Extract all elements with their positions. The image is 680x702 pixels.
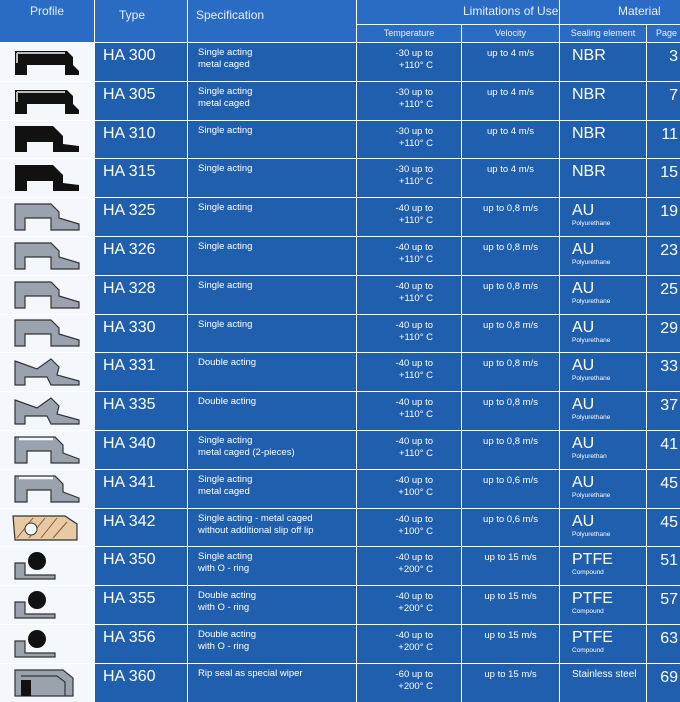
material-label: AU (572, 473, 595, 491)
velocity-label: up to 15 m/s (484, 552, 537, 564)
temperature-cell (357, 315, 461, 353)
type-label: HA 325 (103, 202, 156, 220)
type-label: HA 356 (103, 628, 156, 646)
temperature-cell (357, 547, 461, 585)
spec-line-1: Single acting (198, 240, 253, 252)
specification-cell (188, 315, 356, 353)
gray-double-seal-icon (7, 394, 87, 428)
header-profile-label: Profile (30, 4, 65, 18)
page-number: 29 (660, 319, 678, 337)
material-sub-label: Polyurethane (572, 220, 611, 228)
profile-cell (0, 509, 94, 547)
velocity-cell (462, 315, 559, 353)
page-cell (647, 625, 680, 663)
material-cell (560, 276, 646, 314)
type-cell (95, 547, 187, 585)
velocity-cell (462, 353, 559, 391)
material-label: AU (572, 202, 595, 220)
type-cell (95, 470, 187, 508)
velocity-label: up to 0,8 m/s (483, 241, 538, 253)
header-specification-label: Specification (196, 8, 265, 22)
temperature-cell (357, 664, 461, 702)
velocity-cell (462, 431, 559, 469)
velocity-label: up to 4 m/s (487, 86, 534, 98)
profile-cell (0, 470, 94, 508)
type-cell (95, 315, 187, 353)
temp-max: +100° C (398, 525, 433, 537)
velocity-cell (462, 625, 559, 663)
page-cell (647, 315, 680, 353)
page-cell (647, 664, 680, 702)
spec-line-1: Double acting (198, 628, 257, 640)
temp-max: +200° C (398, 641, 433, 653)
temp-max: +110° C (399, 98, 433, 110)
page-number: 11 (661, 125, 678, 143)
page-number: 7 (669, 86, 678, 104)
velocity-label: up to 15 m/s (484, 629, 537, 641)
black-seal-metal-icon (7, 84, 87, 118)
material-sub-label: Polyurethan (572, 452, 607, 460)
page-cell (647, 547, 680, 585)
header-material-label: Material (618, 4, 661, 18)
header-page (647, 25, 680, 42)
page-number: 33 (660, 358, 678, 376)
temp-max: +110° C (399, 409, 433, 421)
material-cell (560, 431, 646, 469)
gray-seal-metal-icon (7, 433, 87, 467)
specification-cell (188, 470, 356, 508)
type-cell (95, 586, 187, 624)
type-label: HA 326 (103, 240, 156, 258)
header-profile (0, 0, 94, 42)
velocity-cell (462, 392, 559, 430)
type-cell (95, 82, 187, 120)
spec-line-1: Single acting (198, 279, 253, 291)
temperature-cell (357, 159, 461, 197)
temperature-cell (357, 43, 461, 81)
oring-seal-icon (7, 588, 87, 622)
temperature-cell (357, 121, 461, 159)
temp-max: +110° C (399, 331, 433, 343)
velocity-label: up to 0,8 m/s (483, 203, 538, 215)
header-velocity-label: Velocity (494, 28, 527, 38)
temp-min: -60 up to (395, 668, 433, 680)
temp-min: -40 up to (395, 552, 433, 564)
temperature-cell (357, 392, 461, 430)
header-temperature-label: Temperature (383, 28, 435, 38)
material-label: AU (572, 434, 595, 452)
type-label: HA 342 (103, 512, 156, 530)
material-label: NBR (572, 47, 606, 64)
type-cell (95, 664, 187, 702)
temp-max: +200° C (398, 680, 433, 692)
specification-cell (188, 121, 356, 159)
oring-seal-icon (7, 549, 87, 583)
type-label: HA 355 (103, 590, 156, 608)
material-sub-label: Polyurethane (572, 336, 611, 344)
velocity-cell (462, 470, 559, 508)
specification-cell (188, 625, 356, 663)
header-page-label: Page (655, 28, 678, 38)
temp-min: -40 up to (395, 435, 433, 447)
type-cell (95, 431, 187, 469)
spec-line-1: Single acting (198, 85, 253, 97)
specification-cell (188, 276, 356, 314)
profile-cell (0, 315, 94, 353)
temp-max: +110° C (399, 447, 433, 459)
specification-cell (188, 509, 356, 547)
temperature-cell (357, 237, 461, 275)
type-label: HA 328 (103, 279, 156, 297)
temp-min: -40 up to (395, 319, 433, 331)
temp-max: +200° C (398, 603, 433, 615)
spec-line-2: metal caged (198, 485, 250, 497)
type-label: HA 335 (103, 396, 156, 414)
material-sub-label: Compound (572, 608, 604, 616)
page-number: 25 (660, 280, 678, 298)
material-sub-label: Polyurethane (572, 491, 611, 499)
velocity-cell (462, 82, 559, 120)
spec-line-1: Single acting (198, 163, 253, 175)
spec-line-1: Single acting (198, 318, 253, 330)
temp-max: +110° C (399, 370, 433, 382)
temperature-cell (357, 353, 461, 391)
page-cell (647, 82, 680, 120)
specification-cell (188, 664, 356, 702)
profile-cell (0, 82, 94, 120)
profile-cell (0, 121, 94, 159)
velocity-label: up to 4 m/s (487, 125, 534, 137)
profile-cell (0, 586, 94, 624)
header-limitations-label: Limitations of Use (463, 4, 559, 18)
temp-max: +110° C (399, 292, 433, 304)
spec-line-1: Single acting (198, 124, 253, 136)
header-limitations (357, 0, 559, 24)
material-cell (560, 198, 646, 236)
header-type-label: Type (119, 8, 146, 22)
temperature-cell (357, 586, 461, 624)
temperature-cell (357, 431, 461, 469)
specification-cell (188, 198, 356, 236)
profile-cell (0, 198, 94, 236)
type-cell (95, 237, 187, 275)
material-cell (560, 315, 646, 353)
spec-line-2: metal caged (198, 97, 250, 109)
velocity-cell (462, 198, 559, 236)
material-label: PTFE (572, 551, 613, 569)
velocity-cell (462, 509, 559, 547)
material-cell (560, 353, 646, 391)
type-label: HA 341 (103, 473, 156, 491)
page-cell (647, 159, 680, 197)
velocity-cell (462, 586, 559, 624)
material-sub-label: Polyurethane (572, 297, 611, 305)
spec-line-2: metal caged (198, 59, 250, 70)
spec-line-1: Double acting (198, 590, 257, 602)
page-cell (647, 276, 680, 314)
material-sub-label: Polyurethane (572, 258, 611, 266)
type-cell (95, 159, 187, 197)
type-cell (95, 43, 187, 81)
temp-min: -40 up to (395, 513, 433, 525)
velocity-cell (462, 159, 559, 197)
header-type (95, 0, 187, 42)
profile-cell (0, 276, 94, 314)
type-label: HA 300 (103, 47, 156, 64)
page-cell (647, 353, 680, 391)
material-sub-label: Compound (572, 646, 604, 654)
oring-seal-icon (7, 627, 87, 661)
spec-line-1: Single acting (198, 47, 253, 58)
type-label: HA 350 (103, 551, 156, 569)
material-cell (560, 470, 646, 508)
spec-line-2: with O - ring (198, 602, 250, 614)
profile-cell (0, 159, 94, 197)
type-label: HA 330 (103, 318, 156, 336)
temp-min: -40 up to (395, 397, 433, 409)
header-temperature (357, 25, 461, 42)
page-cell (647, 509, 680, 547)
velocity-label: up to 4 m/s (487, 48, 534, 59)
type-label: HA 340 (103, 434, 156, 452)
material-label: AU (572, 240, 595, 258)
material-label: NBR (572, 85, 606, 103)
material-label: AU (572, 512, 595, 530)
velocity-label: up to 0,8 m/s (483, 319, 538, 331)
material-label: AU (572, 318, 595, 336)
gray-double-seal-icon (7, 355, 87, 389)
specification-cell (188, 82, 356, 120)
velocity-label: up to 0,6 m/s (483, 474, 538, 486)
gray-seal-icon (7, 200, 87, 234)
temp-max: +110° C (399, 137, 433, 149)
material-cell (560, 625, 646, 663)
type-label: HA 331 (103, 357, 156, 375)
temp-min: -30 up to (395, 125, 433, 137)
page-cell (647, 392, 680, 430)
page-number: 69 (660, 668, 678, 686)
page-cell (647, 43, 680, 81)
header-sealing-element-label: Sealing element (570, 28, 636, 38)
temp-min: -40 up to (395, 358, 433, 370)
gray-seal-icon (7, 239, 87, 273)
header-specification (188, 0, 356, 42)
temp-min: -30 up to (395, 48, 433, 59)
material-cell (560, 586, 646, 624)
material-cell (560, 664, 646, 702)
type-cell (95, 509, 187, 547)
velocity-label: up to 0,8 m/s (483, 280, 538, 292)
velocity-label: up to 0,6 m/s (483, 513, 538, 525)
temp-min: -40 up to (395, 474, 433, 486)
page-number: 41 (660, 435, 678, 453)
spec-line-2: without additional slip off lip (198, 524, 314, 536)
velocity-cell (462, 121, 559, 159)
velocity-label: up to 15 m/s (484, 591, 537, 603)
type-label: HA 360 (103, 667, 156, 685)
page-number: 45 (660, 513, 678, 531)
page-number: 63 (660, 629, 678, 647)
temperature-cell (357, 198, 461, 236)
temp-min: -40 up to (395, 203, 433, 215)
header-velocity (462, 25, 559, 42)
profile-cell (0, 625, 94, 663)
material-label: Stainless steel (572, 668, 637, 680)
specification-cell (188, 586, 356, 624)
type-cell (95, 353, 187, 391)
spec-line-1: Single acting (198, 434, 253, 446)
temperature-cell (357, 509, 461, 547)
page-number: 37 (660, 397, 678, 415)
specification-cell (188, 159, 356, 197)
spec-line-1: Double acting (198, 396, 257, 408)
page-number: 51 (660, 552, 678, 570)
velocity-cell (462, 237, 559, 275)
temperature-cell (357, 470, 461, 508)
page-number: 45 (660, 474, 678, 492)
temp-max: +110° C (399, 253, 433, 265)
material-sub-label: Compound (572, 569, 604, 577)
type-label: HA 310 (103, 124, 156, 142)
type-cell (95, 198, 187, 236)
material-sub-label: Polyurethane (572, 375, 611, 383)
black-seal-icon (7, 122, 87, 156)
specification-cell (188, 392, 356, 430)
temp-min: -30 up to (395, 86, 433, 98)
profile-cell (0, 392, 94, 430)
velocity-label: up to 15 m/s (484, 668, 537, 680)
specification-cell (188, 431, 356, 469)
page-cell (647, 431, 680, 469)
temperature-cell (357, 276, 461, 314)
specification-cell (188, 237, 356, 275)
spec-line-1: Single acting (198, 202, 253, 214)
type-cell (95, 625, 187, 663)
temp-min: -40 up to (395, 629, 433, 641)
spec-line-2: with O - ring (198, 563, 250, 575)
hatched-seal-icon (7, 510, 87, 544)
temp-max: +110° C (399, 215, 433, 227)
material-sub-label: Polyurethane (572, 414, 611, 422)
material-cell (560, 82, 646, 120)
material-label: NBR (572, 163, 606, 181)
page-cell (647, 237, 680, 275)
temperature-cell (357, 625, 461, 663)
material-cell (560, 392, 646, 430)
temp-min: -40 up to (395, 280, 433, 292)
temp-max: +110° C (399, 176, 433, 188)
material-cell (560, 159, 646, 197)
temperature-cell (357, 82, 461, 120)
spec-line-1: Single acting (198, 473, 253, 485)
material-cell (560, 509, 646, 547)
profile-cell (0, 353, 94, 391)
material-cell (560, 121, 646, 159)
spec-line-1: Rip seal as special wiper (198, 667, 303, 679)
page-number: 23 (660, 241, 678, 259)
page-number: 15 (660, 164, 678, 182)
profile-cell (0, 237, 94, 275)
material-label: NBR (572, 124, 606, 142)
material-label: PTFE (572, 590, 613, 608)
type-label: HA 305 (103, 85, 156, 103)
velocity-cell (462, 276, 559, 314)
page-cell (647, 121, 680, 159)
velocity-cell (462, 547, 559, 585)
type-cell (95, 276, 187, 314)
profile-cell (0, 547, 94, 585)
material-cell (560, 547, 646, 585)
material-label: AU (572, 396, 595, 414)
gray-seal-icon (7, 278, 87, 312)
spec-line-1: Single acting - metal caged (198, 512, 313, 524)
temp-min: -40 up to (395, 591, 433, 603)
metal-wiper-icon (7, 666, 87, 700)
specification-cell (188, 43, 356, 81)
profile-cell (0, 431, 94, 469)
page-number: 57 (660, 591, 678, 609)
page-cell (647, 198, 680, 236)
specification-cell (188, 547, 356, 585)
temp-max: +100° C (398, 486, 433, 498)
material-cell (560, 43, 646, 81)
header-sealing-element (560, 25, 646, 42)
velocity-label: up to 0,8 m/s (483, 435, 538, 447)
specification-cell (188, 353, 356, 391)
material-label: PTFE (572, 628, 613, 646)
page-cell (647, 470, 680, 508)
spec-line-1: Single acting (198, 551, 253, 563)
type-cell (95, 392, 187, 430)
velocity-label: up to 4 m/s (487, 164, 534, 176)
header-material (560, 0, 680, 24)
profile-cell (0, 664, 94, 702)
page-cell (647, 586, 680, 624)
profile-cell (0, 43, 94, 81)
type-label: HA 315 (103, 163, 156, 181)
gray-seal-metal-icon (7, 472, 87, 506)
material-cell (560, 237, 646, 275)
black-seal-metal-icon (7, 45, 87, 79)
gray-seal-icon (7, 316, 87, 350)
temp-max: +110° C (399, 60, 433, 71)
velocity-label: up to 0,8 m/s (483, 397, 538, 409)
temp-max: +200° C (398, 564, 433, 576)
spec-line-2: with O - ring (198, 640, 250, 652)
material-label: AU (572, 357, 595, 375)
black-seal-icon (7, 161, 87, 195)
material-label: AU (572, 279, 595, 297)
material-sub-label: Polyurethane (572, 530, 611, 538)
velocity-cell (462, 43, 559, 81)
type-cell (95, 121, 187, 159)
temp-min: -40 up to (395, 241, 433, 253)
velocity-label: up to 0,8 m/s (483, 358, 538, 370)
spec-line-2: metal caged (2-pieces) (198, 446, 295, 458)
temp-min: -30 up to (395, 164, 433, 176)
spec-line-1: Double acting (198, 357, 257, 369)
page-number: 19 (660, 203, 678, 221)
velocity-cell (462, 664, 559, 702)
page-number: 3 (669, 48, 678, 65)
